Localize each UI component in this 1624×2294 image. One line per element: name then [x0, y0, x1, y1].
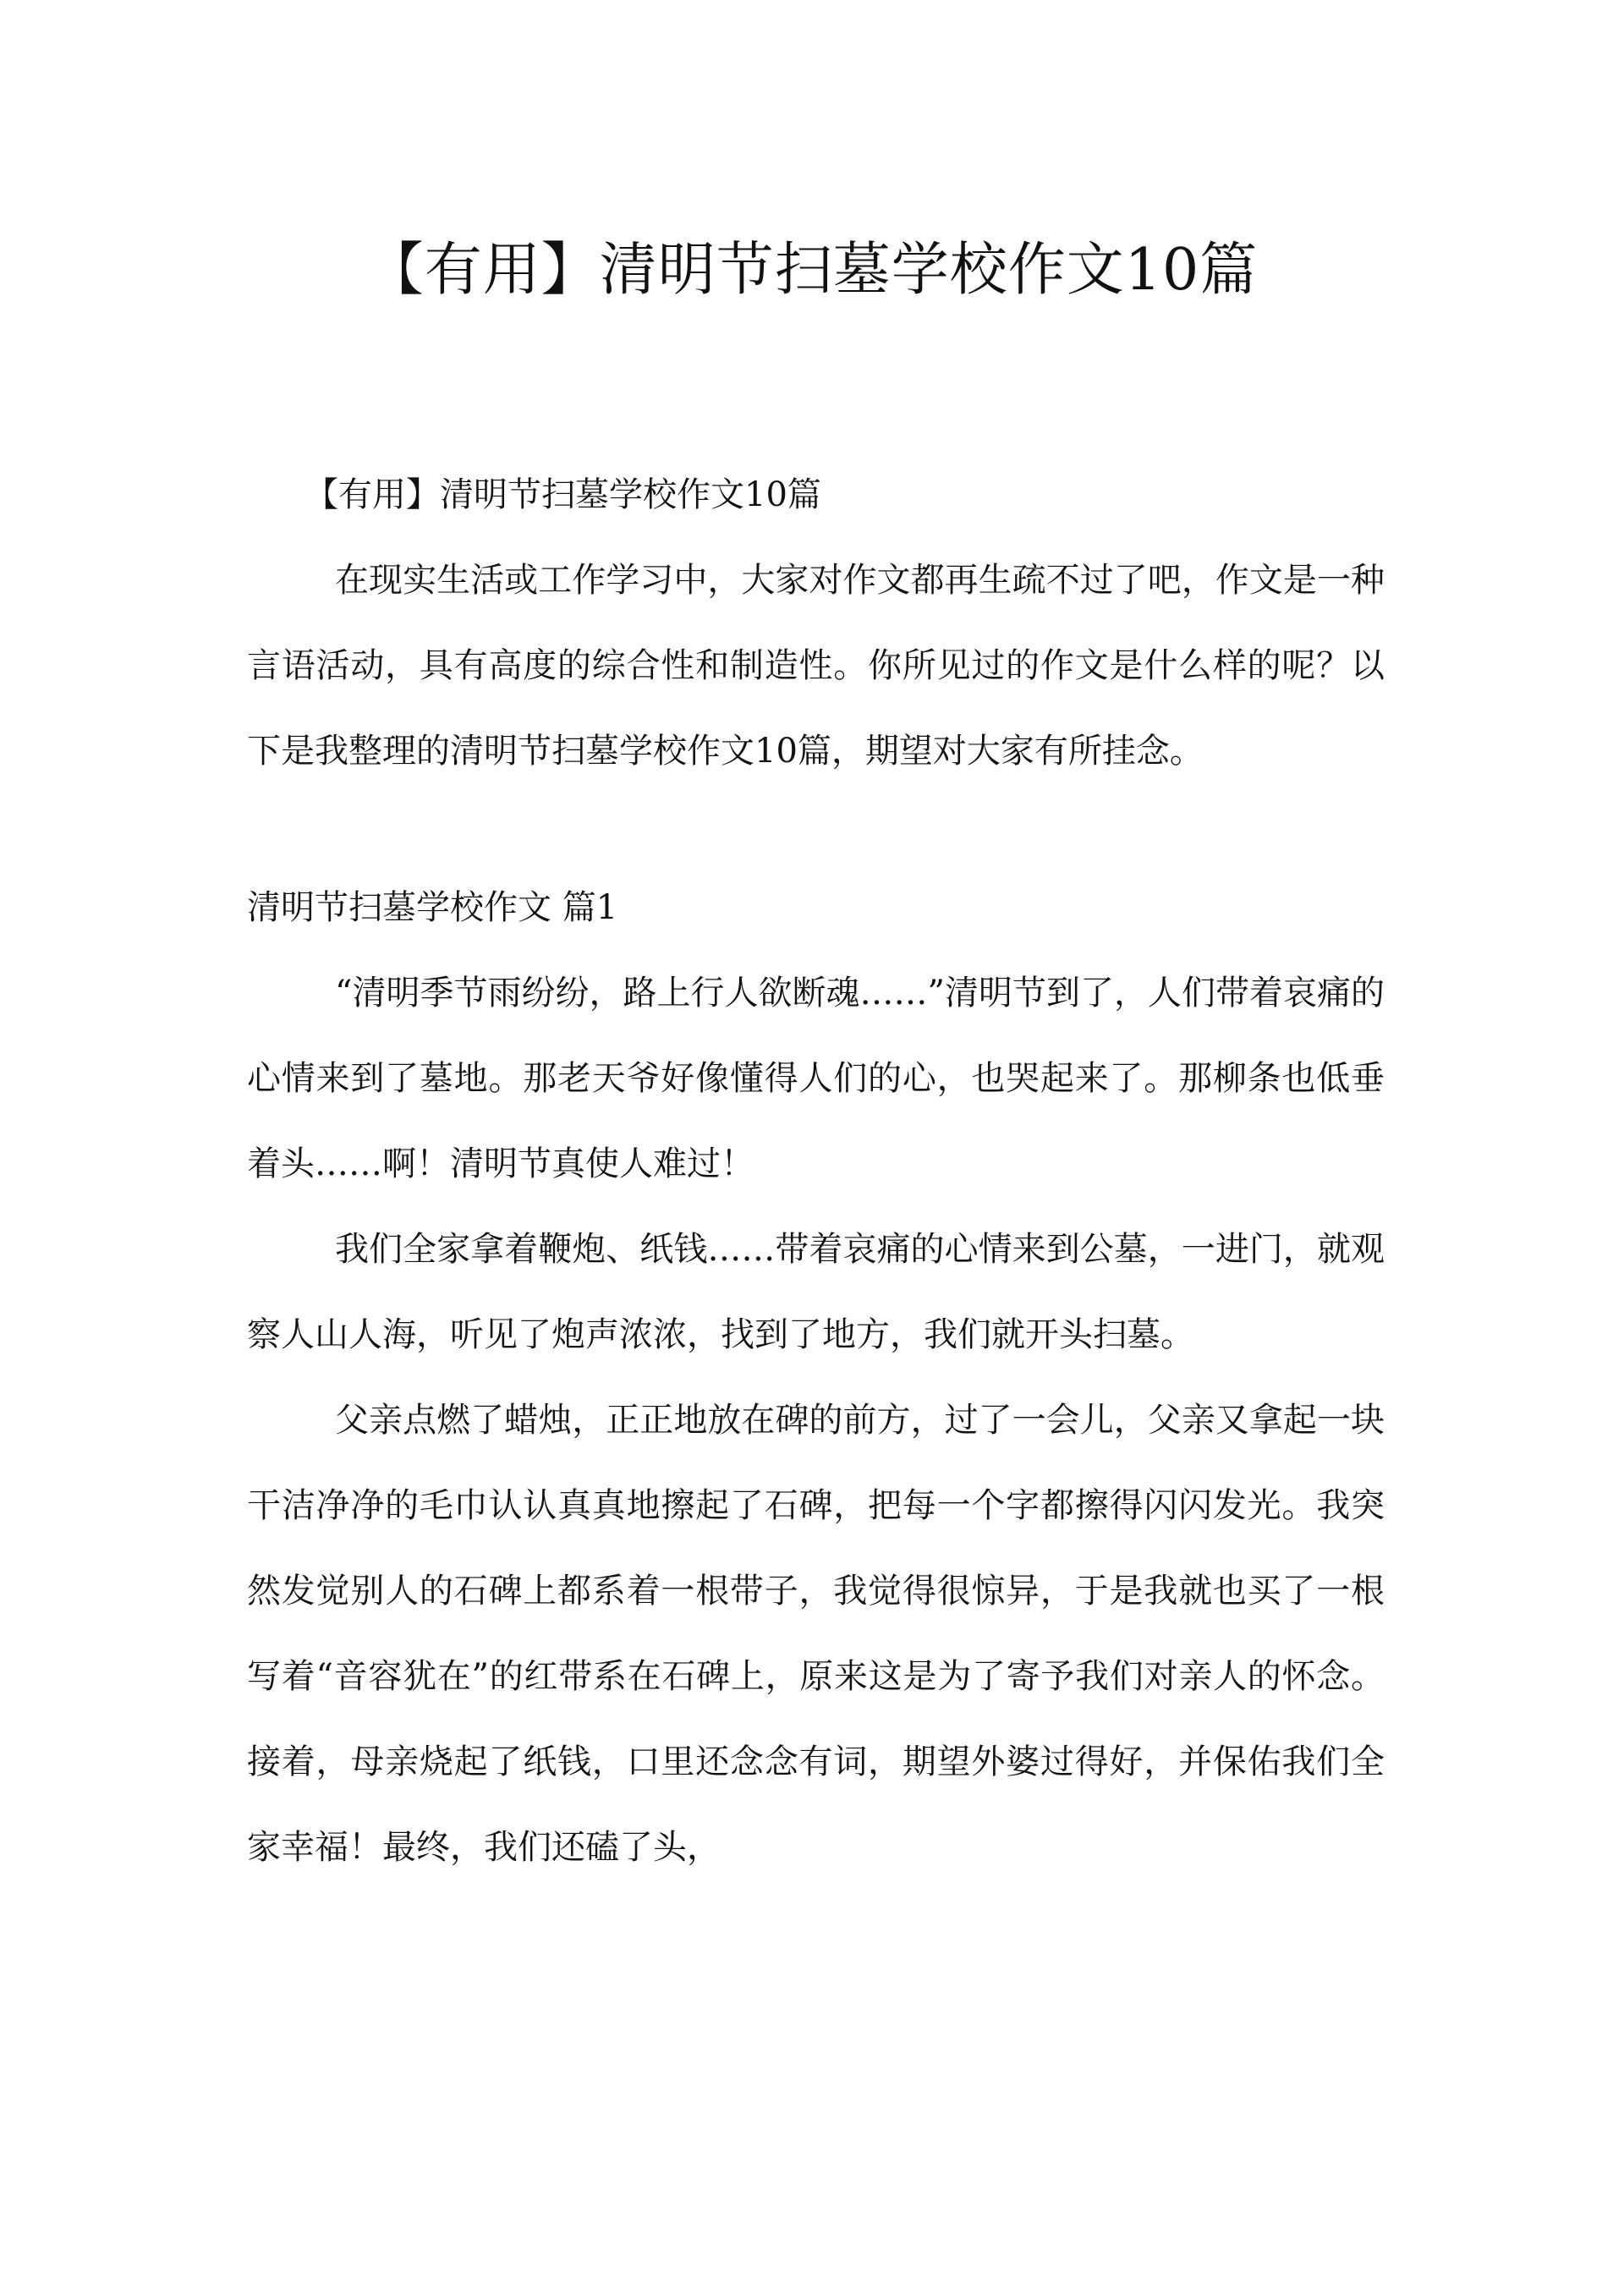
document-title: 【有用】清明节扫墓学校作文10篇 — [365, 237, 1259, 304]
paragraph-2: 我们全家拿着鞭炮、纸钱……带着哀痛的心情来到公墓，一进门，就观察人山人海，听见了炮声浓浓，找到了地方，我们就开头扫墓。 — [247, 1230, 1385, 1354]
paragraph-3: 父亲点燃了蜡烛，正正地放在碑的前方，过了一会儿，父亲又拿起一块干洁净净的毛巾认认真真地擦起了石碑，把每一个字都擦得闪闪发光。我突然发觉别人的石碑上都系着一根带子，我觉得很惊异，于是我就也买了一根写着“音容犹在”的红带系在石碑上，原来这是为了寄予我们对亲人的怀念。接着，母亲烧起了纸钱，口里还念念有词，期望外婆过得好，并保佑我们全家幸福！最终，我们还磕了头， — [247, 1401, 1385, 1867]
section-heading: 清明节扫墓学校作文 篇1 — [247, 888, 618, 927]
intro-paragraph: 在现实生活或工作学习中，大家对作文都再生疏不过了吧，作文是一种言语活动，具有高度的综合性和制造性。你所见过的作文是什么样的呢？以下是我整理的清明节扫墓学校作文10篇，期望对大家有所挂念。 — [247, 561, 1385, 771]
document-subtitle: 【有用】清明节扫墓学校作文10篇 — [304, 475, 821, 514]
paragraph-1: “清明季节雨纷纷，路上行人欲断魂……”清明节到了，人们带着哀痛的心情来到了墓地。那老天爷好像懂得人们的心，也哭起来了。那柳条也低垂着头……啊！清明节真使人难过！ — [247, 974, 1385, 1183]
document-body — [247, 453, 1385, 1891]
